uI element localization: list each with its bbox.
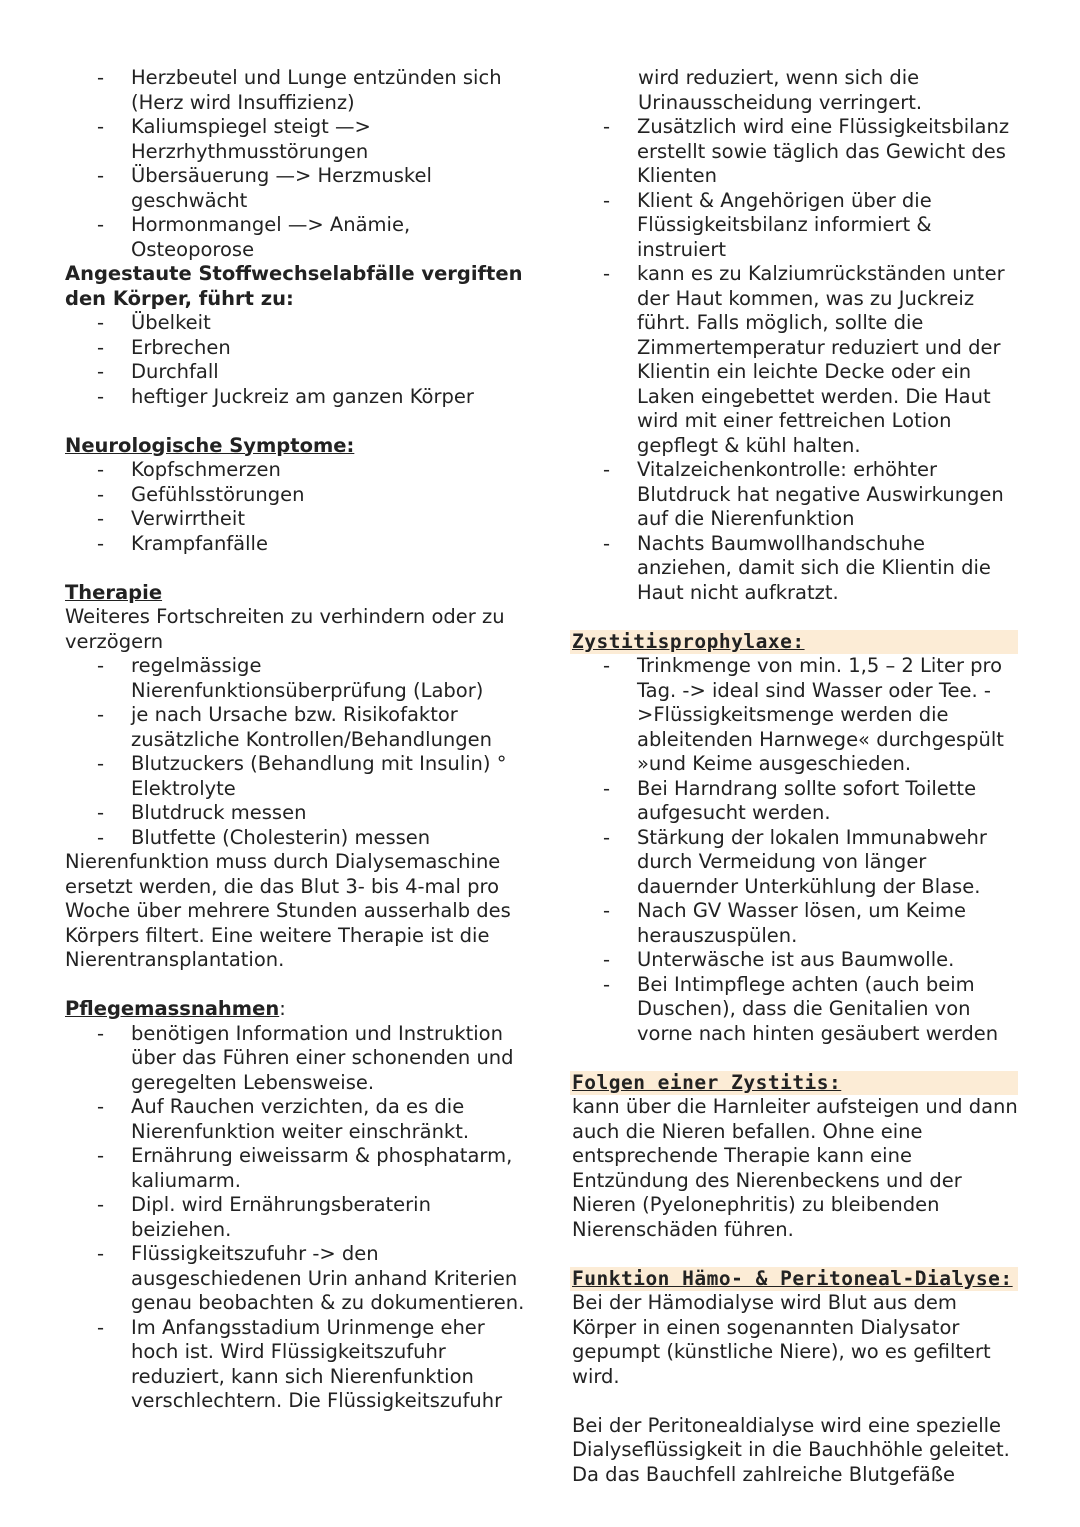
list-item: - je nach Ursache bzw. Risikofaktor zusätzliche Kontrollen/Behandlungen: [65, 703, 535, 752]
list-item: - Durchfall: [65, 360, 535, 385]
list-item: - Übersäuerung —> Herzmuskel geschwächt: [65, 164, 535, 213]
neuro-list: [65, 458, 535, 556]
list-item: - Im Anfangsstadium Urinmenge eher hoch ist. Wird Flüssigkeitszufuhr reduziert, kann sich Nierenfunktion verschlechtern. Die Flüssigkeitszufuhr: [65, 1316, 535, 1414]
care-list-continued: [572, 115, 1022, 605]
folgen-paragraph: kann über die Harnleiter aufsteigen und dann auch die Nieren befallen. Ohne eine entsprechende Therapie kann eine Entzündung des Nierenbeckens und der Nieren (Pyelonephritis) zu bleibenden Nierenschäden führen.: [572, 1095, 1018, 1241]
therapy-list: [65, 654, 535, 850]
list-item: - Bei Intimpflege achten (auch beim Duschen), dass die Genitalien von vorne nach hinten gesäubert werden: [571, 973, 1022, 1047]
spacer: [572, 1389, 1022, 1414]
prophylaxe-heading: Zystitisprophylaxe:: [570, 630, 1018, 655]
list-item: - Auf Rauchen verzichten, da es die Nierenfunktion weiter einschränkt.: [65, 1095, 535, 1144]
folgen-heading: Folgen einer Zystitis:: [570, 1071, 1018, 1096]
list-item: - Übelkeit: [65, 311, 535, 336]
list-item: - Ernährung eiweissarm & phosphatarm, kaliumarm.: [65, 1144, 535, 1193]
list-item: - Bei Harndrang sollte sofort Toilette aufgesucht werden.: [571, 777, 1022, 826]
list-item: - Nach GV Wasser lösen, um Keime herauszuspülen.: [571, 899, 1022, 948]
list-item: - Nachts Baumwollhandschuhe anziehen, damit sich die Klientin die Haut nicht aufkratzt.: [571, 532, 1022, 606]
left-column: [65, 66, 535, 1414]
list-item: - Dipl. wird Ernährungsberaterin beiziehen.: [65, 1193, 535, 1242]
intro-list: [65, 66, 535, 262]
dialyse-paragraph-2: Bei der Peritonealdialyse wird eine spezielle Dialyseflüssigkeit in die Bauchhöhle geleitet. Da das Bauchfell zahlreiche Blutgefäße: [572, 1413, 1010, 1486]
list-item: - Hormonmangel —> Anämie, Osteoporose: [65, 213, 535, 262]
list-item: - Herzbeutel und Lunge entzünden sich (Herz wird Insuffizienz): [65, 66, 535, 115]
list-item: - Blutzuckers (Behandlung mit Insulin) ° Elektrolyte: [65, 752, 535, 801]
care-heading-colon: :: [279, 997, 286, 1020]
dialyse-heading: Funktion Hämo- & Peritoneal-Dialyse:: [570, 1267, 1018, 1292]
list-item: - Blutdruck messen: [65, 801, 535, 826]
care-heading: Pflegemassnahmen: [65, 997, 280, 1020]
dialyse-paragraph-1: Bei der Hämodialyse wird Blut aus dem Körper in einen sogenannten Dialysator gepumpt (künstliche Niere), wo es gefiltert wird.: [572, 1291, 991, 1388]
list-item: - Vitalzeichenkontrolle: erhöhter Blutdruck hat negative Auswirkungen auf die Nierenfunktion: [571, 458, 1022, 532]
list-item: - heftiger Juckreiz am ganzen Körper: [65, 385, 535, 410]
list-item: - Erbrechen: [65, 336, 535, 361]
toxins-list: [65, 311, 535, 409]
list-item: - kann es zu Kalziumrückständen unter der Haut kommen, was zu Juckreiz führt. Falls möglich, sollte die Zimmertemperatur reduziert und der Klientin ein leichte Decke oder ein Laken eingebettet werden. Die Haut wird mit einer fettreichen Lotion gepflegt & kühl halten.: [571, 262, 1022, 458]
right-column: [572, 66, 1022, 1487]
care-continued: wird reduziert, wenn sich die Urinausscheidung verringert.: [638, 66, 923, 114]
list-item: - Kaliumspiegel steigt —> Herzrhythmusstörungen: [65, 115, 535, 164]
care-heading-wrap: [65, 997, 535, 1022]
list-item: - Unterwäsche ist aus Baumwolle.: [571, 948, 1022, 973]
list-item: - Trinkmenge von min. 1,5 – 2 Liter pro Tag. -> ideal sind Wasser oder Tee. ->Flüssigkeitsmenge werden die ableitenden Harnwege« durchgespült »und Keime ausgeschieden.: [571, 654, 1022, 777]
list-item: - Zusätzlich wird eine Flüssigkeitsbilanz erstellt sowie täglich das Gewicht des Klienten: [571, 115, 1022, 189]
toxins-heading: Angestaute Stoffwechselabfälle vergiften den Körper, führt zu:: [65, 262, 523, 310]
list-item: - Flüssigkeitszufuhr -> den ausgeschiedenen Urin anhand Kriterien genau beobachten & zu dokumentieren.: [65, 1242, 535, 1316]
therapy-heading: Therapie: [65, 580, 163, 604]
list-item: - Krampfanfälle: [65, 532, 535, 557]
list-item: - Klient & Angehörigen über die Flüssigkeitsbilanz informiert & instruiert: [571, 189, 1022, 263]
list-item: - Stärkung der lokalen Immunabwehr durch Vermeidung von länger dauernder Unterkühlung der Blase.: [571, 826, 1022, 900]
list-item: - Gefühlsstörungen: [65, 483, 535, 508]
list-item: - regelmässige Nierenfunktionsüberprüfung (Labor): [65, 654, 535, 703]
prophylaxe-list: [572, 654, 1022, 1046]
therapy-paragraph: Nierenfunktion muss durch Dialysemaschine ersetzt werden, die das Blut 3- bis 4-mal pro Woche über mehrere Stunden ausserhalb des Körpers filtert. Eine weitere Therapie ist die Nierentransplantation.: [65, 850, 511, 971]
list-item: - Blutfette (Cholesterin) messen: [65, 826, 535, 851]
spacer: [572, 1242, 1022, 1267]
list-item: - Verwirrtheit: [65, 507, 535, 532]
list-item: - Kopfschmerzen: [65, 458, 535, 483]
neuro-heading: Neurologische Symptome:: [65, 433, 355, 457]
list-item: - benötigen Information und Instruktion über das Führen einer schonenden und geregelten Lebensweise.: [65, 1022, 535, 1096]
spacer: [572, 605, 1022, 630]
spacer: [572, 1046, 1022, 1071]
therapy-intro: Weiteres Fortschreiten zu verhindern oder zu verzögern: [65, 605, 505, 653]
care-list: [65, 1022, 535, 1414]
